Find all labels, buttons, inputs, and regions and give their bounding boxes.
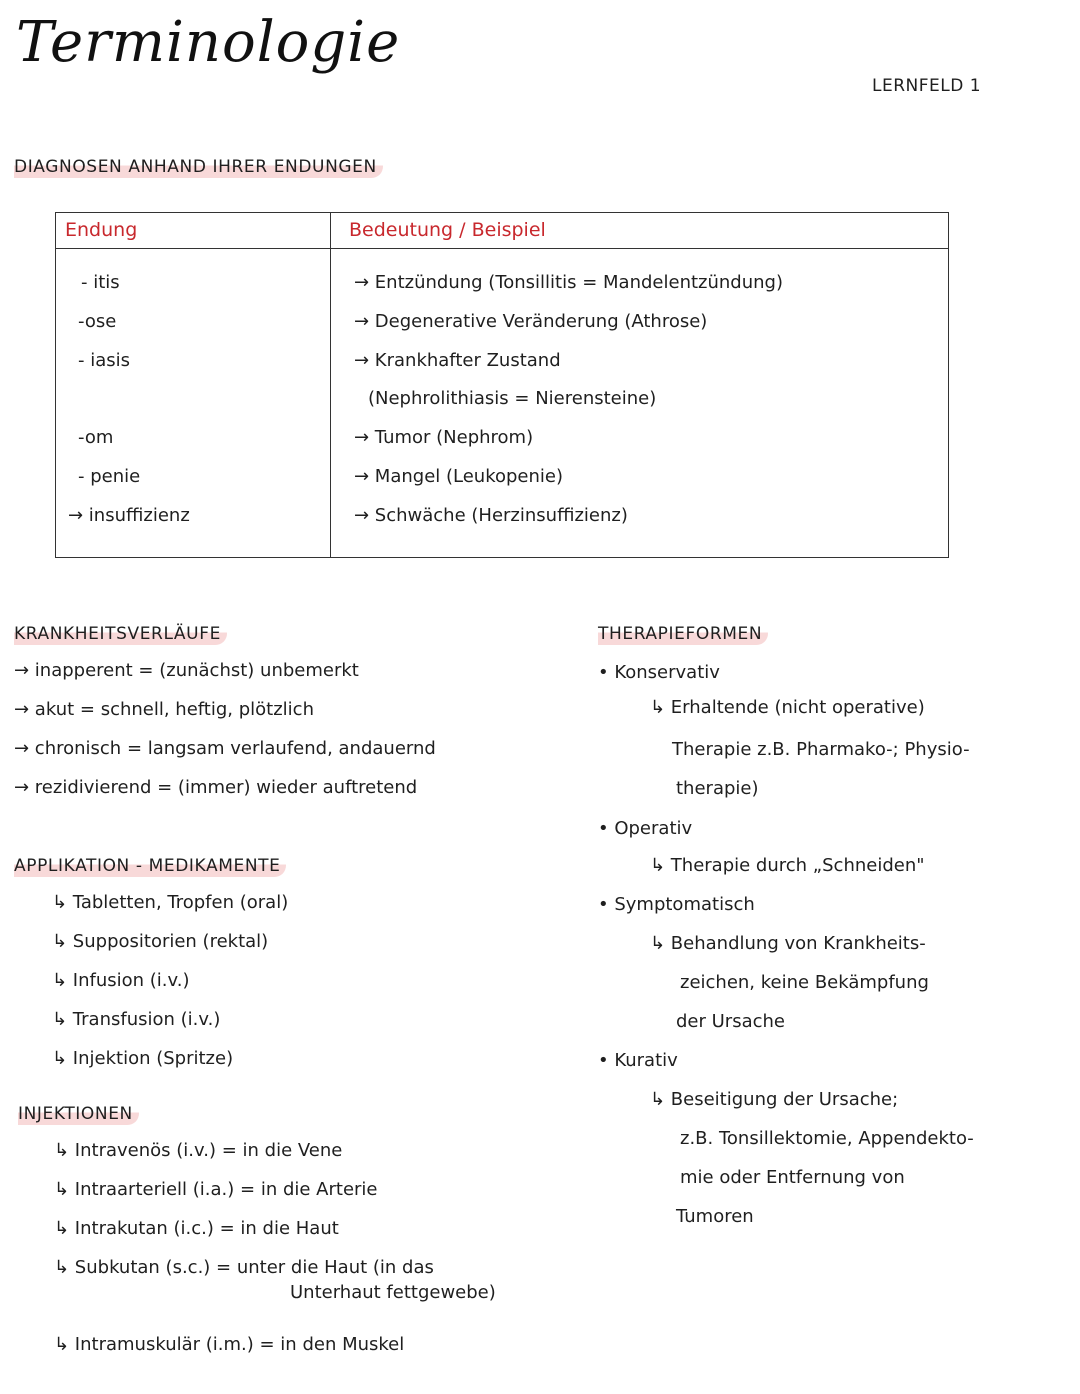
list-item: → akut = schnell, heftig, plötzlich <box>14 699 314 720</box>
table-cell-endung: - iasis <box>78 350 131 371</box>
table-cell-bedeutung: → Tumor (Nephrom) <box>354 427 534 448</box>
table-cell-endung: -ose <box>78 311 117 332</box>
table-header-divider <box>56 248 948 249</box>
therapie-detail: Tumoren <box>676 1206 754 1227</box>
list-item: ↳ Intrakutan (i.c.) = in die Haut <box>54 1218 339 1239</box>
injektionen-heading: INJEKTIONEN <box>18 1102 139 1125</box>
list-item: ↳ Suppositorien (rektal) <box>52 931 269 952</box>
applikation-heading: APPLIKATION - MEDIKAMENTE <box>14 854 286 877</box>
table-cell-bedeutung: → Krankhafter Zustand <box>354 350 561 371</box>
table-cell-endung: → insuffizienz <box>68 505 190 526</box>
list-item: → inapperent = (zunächst) unbemerkt <box>14 660 359 681</box>
list-item: ↳ Subkutan (s.c.) = unter die Haut (in das <box>54 1257 434 1278</box>
therapieformen-heading: THERAPIEFORMEN <box>598 622 768 645</box>
therapie-detail: ↳ Therapie durch „Schneiden" <box>650 855 925 876</box>
therapie-detail: z.B. Tonsillektomie, Appendekto- <box>680 1128 974 1149</box>
therapie-item: • Konservativ <box>598 662 720 683</box>
therapie-detail: der Ursache <box>676 1011 785 1032</box>
lernfeld-label: LERNFELD 1 <box>872 76 982 96</box>
list-item: ↳ Tabletten, Tropfen (oral) <box>52 892 289 913</box>
list-item: ↳ Intravenös (i.v.) = in die Vene <box>54 1140 343 1161</box>
table-cell-endung: -om <box>78 427 114 448</box>
page-title: Terminologie <box>16 10 401 75</box>
table-cell-bedeutung-cont: (Nephrolithiasis = Nierensteine) <box>368 388 657 409</box>
diagnosen-heading: DIAGNOSEN ANHAND IHRER ENDUNGEN <box>14 155 383 178</box>
list-item-cont: Unterhaut fettgewebe) <box>290 1282 496 1303</box>
therapie-detail: mie oder Entfernung von <box>680 1167 905 1188</box>
therapie-detail: zeichen, keine Bekämpfung <box>680 972 929 993</box>
table-cell-endung: - penie <box>78 466 141 487</box>
list-item: ↳ Infusion (i.v.) <box>52 970 190 991</box>
table-cell-bedeutung: → Mangel (Leukopenie) <box>354 466 564 487</box>
table-cell-bedeutung: → Entzündung (Tonsillitis = Mandelentzündung) <box>354 272 783 293</box>
therapie-detail: ↳ Behandlung von Krankheits- <box>650 933 926 954</box>
therapie-item: • Operativ <box>598 818 693 839</box>
list-item: ↳ Transfusion (i.v.) <box>52 1009 221 1030</box>
endungen-table <box>55 212 949 558</box>
table-cell-bedeutung: → Schwäche (Herzinsuffizienz) <box>354 505 628 526</box>
table-cell-endung: - itis <box>81 272 120 293</box>
therapie-detail: ↳ Beseitigung der Ursache; <box>650 1089 899 1110</box>
therapie-detail: ↳ Erhaltende (nicht operative) <box>650 697 925 718</box>
therapie-item: • Symptomatisch <box>598 894 755 915</box>
list-item: → chronisch = langsam verlaufend, andauernd <box>14 738 436 759</box>
therapie-item: • Kurativ <box>598 1050 678 1071</box>
krankheitsverlaeufe-heading: KRANKHEITSVERLÄUFE <box>14 622 227 645</box>
list-item: ↳ Intramuskulär (i.m.) = in den Muskel <box>54 1334 405 1355</box>
list-item: ↳ Intraarteriell (i.a.) = in die Arterie <box>54 1179 378 1200</box>
therapie-detail: Therapie z.B. Pharmako-; Physio- <box>672 739 970 760</box>
table-cell-bedeutung: → Degenerative Veränderung (Athrose) <box>354 311 708 332</box>
therapie-detail: therapie) <box>676 778 759 799</box>
table-column-divider <box>330 213 331 557</box>
list-item: → rezidivierend = (immer) wieder auftretend <box>14 777 418 798</box>
table-header-endung: Endung <box>65 219 138 241</box>
list-item: ↳ Injektion (Spritze) <box>52 1048 234 1069</box>
table-header-bedeutung: Bedeutung / Beispiel <box>349 219 546 241</box>
